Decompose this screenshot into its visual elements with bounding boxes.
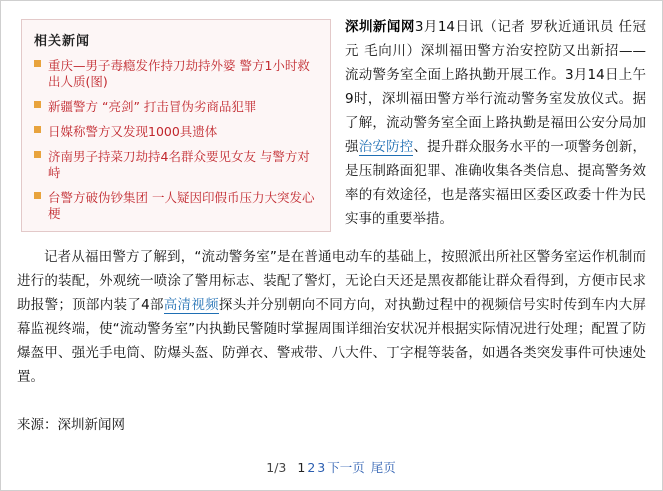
article-para2-before: 记者从福田警方了解到，“流动警务室”是在普通电动车的基础上，按照派出所社区警务室运作机制而进行的装配，外观统一喷涂了警用标志、装配了警灯，无论白天还是黑夜都能让群众看得到，方便市民求助报警；顶部内装了4部 [17,249,646,313]
article-source-footer: 来源：深圳新闻网 [17,417,125,433]
related-news-link[interactable]: 新疆警方 “亮剑” 打击冒伪劣商品犯罪 [48,99,257,114]
related-news-link[interactable]: 日媒称警方又发现1000具遗体 [48,124,218,139]
pagination [1,458,662,476]
related-news-link[interactable]: 济南男子持菜刀劫持4名群众要见女友 与警方对峙 [48,149,310,180]
article-lead-text-after: 、提升群众服务水平的一项警务创新，是压制路面犯罪、准确收集各类信息、提高警务效率的有效途径，也是落实福田区委区政委十件为民实事的重要举措。 [345,139,647,227]
last-page-link[interactable]: 尾页 [370,460,396,475]
list-item [34,123,320,139]
square-bullet-icon [34,60,41,67]
square-bullet-icon [34,192,41,199]
related-news-list [34,57,320,221]
related-news-link[interactable]: 重庆—男子毒瘾发作持刀劫持外婆 警方1小时救出人质(图) [48,58,310,89]
square-bullet-icon [34,126,41,133]
page-number-3[interactable]: 3 [317,460,326,475]
list-item [34,57,320,89]
square-bullet-icon [34,151,41,158]
article-source-label: 深圳新闻网 [345,19,415,35]
related-news-title: 相关新闻 [34,34,91,49]
page-count: 1/3 [266,460,287,475]
list-item [34,98,320,114]
inline-link-hd-video[interactable]: 高清视频 [163,297,219,313]
page-number-2[interactable]: 2 [307,460,316,475]
inline-link-public-security[interactable]: 治安防控 [358,139,414,155]
list-item [34,148,320,180]
article-body [1,1,662,433]
square-bullet-icon [34,101,41,108]
list-item [34,189,320,221]
article-paragraph-two [17,245,646,389]
related-news-box [21,19,331,232]
article-para2-after: 探头并分别朝向不同方向，对执勤过程中的视频信号实时传到车内大屏幕监视终端，使“流动警务室”内执勤民警随时掌握周围详细治安状况并根据实际情况进行处理；配置了防爆盔甲、强光手电筒、防爆头盔、防弹衣、警戒带、八大件、丁字棍等装备，如遇各类突发事件可快速处置。 [17,297,647,385]
next-page-link[interactable]: 下一页 [327,460,365,475]
article-lead-text: 3月14日讯（记者 罗秋近通讯员 任冠元 毛向川）深圳福田警方治安控防又出新招——流动警务室全面上路执勤开展工作。3月14日上午9时，深圳福田警方举行流动警务室发放仪式。据了解，流动警务室全面上路执勤是福田公安分局加强 [345,19,646,155]
page-number-current: 1 [297,460,306,475]
related-news-link[interactable]: 台警方破伪钞集团 一人疑因印假币压力大突发心梗 [48,190,315,221]
